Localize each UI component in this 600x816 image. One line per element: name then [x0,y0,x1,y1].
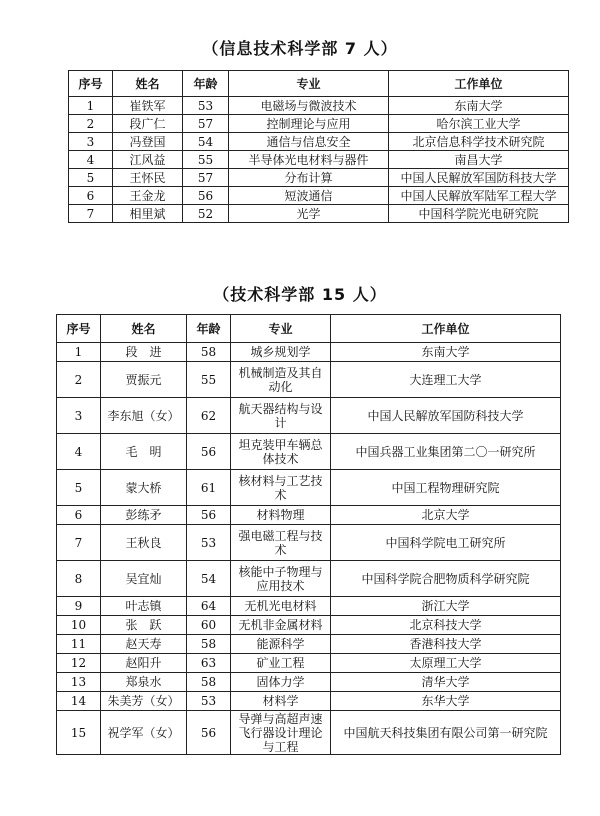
cell-name: 赵阳升 [101,654,187,673]
table-row [69,187,569,205]
cell-name: 毛 明 [101,434,187,470]
cell-name: 贾振元 [101,362,187,398]
cell-major: 航天器结构与设计 [231,398,331,434]
cell-age: 60 [187,616,231,635]
cell-name: 段广仁 [113,115,183,133]
table-row [57,692,561,711]
cell-name: 崔铁军 [113,97,183,115]
cell-employer: 东南大学 [389,97,569,115]
cell-age: 54 [187,561,231,597]
table-row [57,398,561,434]
cell-major: 核能中子物理与应用技术 [231,561,331,597]
cell-index: 2 [69,115,113,133]
cell-index: 13 [57,673,101,692]
cell-age: 54 [183,133,229,151]
cell-employer: 北京科技大学 [331,616,561,635]
cell-age: 64 [187,597,231,616]
header-major: 专业 [231,315,331,343]
cell-major: 通信与信息安全 [229,133,389,151]
cell-age: 57 [183,169,229,187]
cell-major: 材料物理 [231,506,331,525]
table-row [57,434,561,470]
cell-major: 控制理论与应用 [229,115,389,133]
table-row [57,616,561,635]
section-title-info-tech: （信息技术科学部 7 人） [202,39,398,58]
cell-index: 3 [69,133,113,151]
cell-employer: 中国科学院电工研究所 [331,525,561,561]
header-index: 序号 [57,315,101,343]
tech-science-members-table [56,314,561,755]
cell-name: 段 进 [101,343,187,362]
cell-age: 56 [187,506,231,525]
table-row [57,561,561,597]
cell-major: 电磁场与微波技术 [229,97,389,115]
cell-name: 冯登国 [113,133,183,151]
cell-employer: 东南大学 [331,343,561,362]
table-row [57,635,561,654]
cell-name: 朱美芳（女） [101,692,187,711]
cell-index: 9 [57,597,101,616]
header-name: 姓名 [113,71,183,97]
cell-employer: 香港科技大学 [331,635,561,654]
cell-index: 7 [57,525,101,561]
header-employer: 工作单位 [389,71,569,97]
cell-employer: 中国科学院合肥物质科学研究院 [331,561,561,597]
cell-age: 62 [187,398,231,434]
cell-employer: 南昌大学 [389,151,569,169]
cell-employer: 哈尔滨工业大学 [389,115,569,133]
cell-age: 53 [187,525,231,561]
cell-index: 12 [57,654,101,673]
cell-name: 吴宜灿 [101,561,187,597]
table-row [69,151,569,169]
cell-age: 63 [187,654,231,673]
cell-age: 58 [187,673,231,692]
cell-index: 6 [69,187,113,205]
cell-major: 无机非金属材料 [231,616,331,635]
cell-employer: 太原理工大学 [331,654,561,673]
cell-name: 彭练矛 [101,506,187,525]
cell-age: 53 [183,97,229,115]
cell-name: 江风益 [113,151,183,169]
cell-age: 58 [187,343,231,362]
cell-name: 张 跃 [101,616,187,635]
cell-age: 58 [187,635,231,654]
table-row [57,343,561,362]
cell-employer: 中国人民解放军国防科技大学 [389,169,569,187]
cell-index: 1 [57,343,101,362]
cell-age: 55 [183,151,229,169]
header-age: 年龄 [187,315,231,343]
cell-employer: 中国兵器工业集团第二〇一研究所 [331,434,561,470]
cell-name: 祝学军（女） [101,711,187,755]
header-name: 姓名 [101,315,187,343]
cell-major: 核材料与工艺技术 [231,470,331,506]
info-tech-members-table [68,70,569,223]
table-row [69,115,569,133]
cell-index: 14 [57,692,101,711]
cell-employer: 大连理工大学 [331,362,561,398]
cell-age: 53 [187,692,231,711]
cell-name: 赵天寿 [101,635,187,654]
cell-age: 57 [183,115,229,133]
cell-index: 1 [69,97,113,115]
header-major: 专业 [229,71,389,97]
cell-employer: 中国航天科技集团有限公司第一研究院 [331,711,561,755]
section-title-tech-science: （技术科学部 15 人） [213,285,387,304]
cell-major: 机械制造及其自动化 [231,362,331,398]
cell-employer: 东华大学 [331,692,561,711]
table-header-row [57,315,561,343]
cell-employer: 中国工程物理研究院 [331,470,561,506]
cell-index: 7 [69,205,113,223]
table-row [69,205,569,223]
cell-major: 强电磁工程与技术 [231,525,331,561]
header-age: 年龄 [183,71,229,97]
cell-major: 无机光电材料 [231,597,331,616]
cell-index: 3 [57,398,101,434]
cell-index: 5 [57,470,101,506]
cell-name: 王金龙 [113,187,183,205]
cell-employer: 中国人民解放军国防科技大学 [331,398,561,434]
cell-major: 固体力学 [231,673,331,692]
cell-major: 短波通信 [229,187,389,205]
cell-major: 分布计算 [229,169,389,187]
header-employer: 工作单位 [331,315,561,343]
table-row [57,597,561,616]
cell-major: 坦克装甲车辆总体技术 [231,434,331,470]
header-index: 序号 [69,71,113,97]
table-row [57,525,561,561]
cell-employer: 清华大学 [331,673,561,692]
cell-index: 5 [69,169,113,187]
cell-age: 61 [187,470,231,506]
cell-name: 相里斌 [113,205,183,223]
cell-index: 15 [57,711,101,755]
table-row [69,97,569,115]
cell-name: 叶志镇 [101,597,187,616]
cell-index: 4 [57,434,101,470]
cell-major: 光学 [229,205,389,223]
cell-name: 郑泉水 [101,673,187,692]
cell-index: 10 [57,616,101,635]
cell-name: 李东旭（女） [101,398,187,434]
cell-major: 矿业工程 [231,654,331,673]
cell-index: 8 [57,561,101,597]
table-row [57,506,561,525]
table-row [57,654,561,673]
cell-major: 能源科学 [231,635,331,654]
cell-employer: 北京大学 [331,506,561,525]
cell-index: 6 [57,506,101,525]
cell-name: 王秋良 [101,525,187,561]
cell-name: 王怀民 [113,169,183,187]
cell-employer: 浙江大学 [331,597,561,616]
cell-index: 4 [69,151,113,169]
cell-name: 蒙大桥 [101,470,187,506]
cell-employer: 中国科学院光电研究院 [389,205,569,223]
cell-age: 56 [187,434,231,470]
cell-index: 2 [57,362,101,398]
cell-employer: 中国人民解放军陆军工程大学 [389,187,569,205]
table-row [57,470,561,506]
cell-age: 56 [187,711,231,755]
table-row [69,169,569,187]
table-header-row [69,71,569,97]
cell-age: 52 [183,205,229,223]
table-row [57,673,561,692]
cell-major: 材料学 [231,692,331,711]
cell-major: 城乡规划学 [231,343,331,362]
cell-index: 11 [57,635,101,654]
cell-age: 56 [183,187,229,205]
cell-major: 导弹与高超声速飞行器设计理论与工程 [231,711,331,755]
cell-employer: 北京信息科学技术研究院 [389,133,569,151]
cell-major: 半导体光电材料与器件 [229,151,389,169]
cell-age: 55 [187,362,231,398]
table-row [57,711,561,755]
table-row [57,362,561,398]
table-row [69,133,569,151]
